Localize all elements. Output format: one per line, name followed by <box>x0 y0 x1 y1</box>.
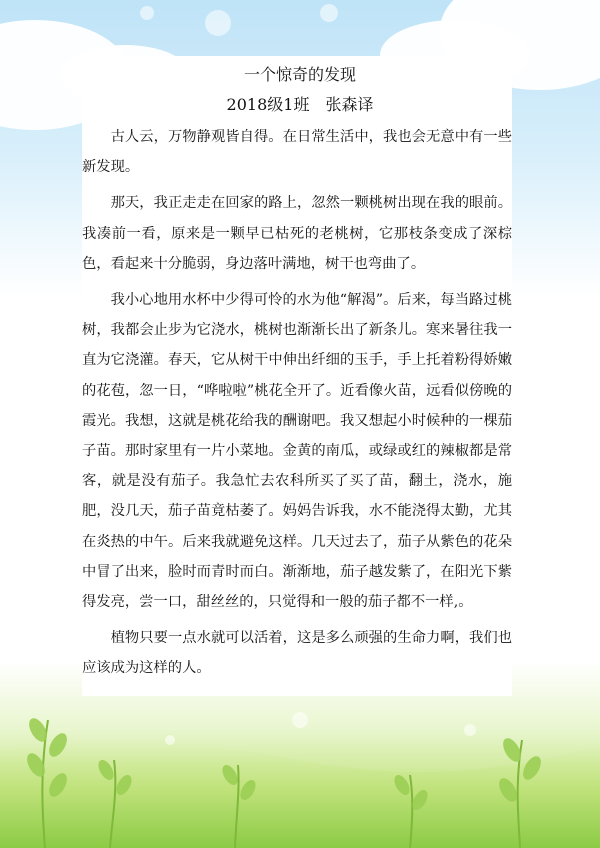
essay-byline: 2018级1班 张森译 <box>226 95 374 114</box>
bokeh-dot <box>320 4 338 22</box>
essay-title: 一个惊奇的发现 <box>243 65 356 84</box>
paragraph: 那天，我正走走在回家的路上，忽然一颗桃树出现在我的眼前。我凑前一看，原来是一颗早已枯死的老桃树，它那枝条变成了深棕色，看起来十分脆弱，身边落叶满地，树干也弯曲了。 <box>82 195 512 272</box>
paragraph: 植物只要一点水就可以活着，这是多么顽强的生命力啊，我们也应该成为这样的人。 <box>82 630 512 677</box>
grass-illustration <box>0 690 600 848</box>
essay-body <box>82 122 512 690</box>
bokeh-dot <box>140 6 154 20</box>
paragraph: 我小心地用水杯中少得可怜的水为他“解渴”。后来，每当路过桃树，我都会止步为它浇水，桃树也渐渐长出了新条儿。寒来暑往我一直为它浇灌。春天，它从树干中伸出纤细的玉手，手上托着粉得娇嫩的花苞，忽一日，“哗啦啦”桃花全开了。近看像火苗，远看似傍晚的霞光。我想，这就是桃花给我的酬谢吧。我又想起小时候种的一棵茄子苗。那时家里有一片小菜地。金黄的南瓜，或绿或红的辣椒都是常客，就是没有茄子。我急忙去农科所买了买了苗，翻土，浇水，施肥，没几天，茄子苗竟枯萎了。妈妈告诉我，水不能浇得太勤，尤其在炎热的中午。后来我就避免这样。几天过去了，茄子从紫色的花朵中冒了出来，脸时而青时而白。渐渐地，茄子越发紫了，在阳光下紫得发亮，尝一口，甜丝丝的，只觉得和一般的茄子都不一样,。 <box>82 292 512 611</box>
paragraph: 古人云，万物静观皆自得。在日常生活中，我也会无意中有一些新发现。 <box>82 129 512 176</box>
bokeh-dot <box>205 10 231 36</box>
